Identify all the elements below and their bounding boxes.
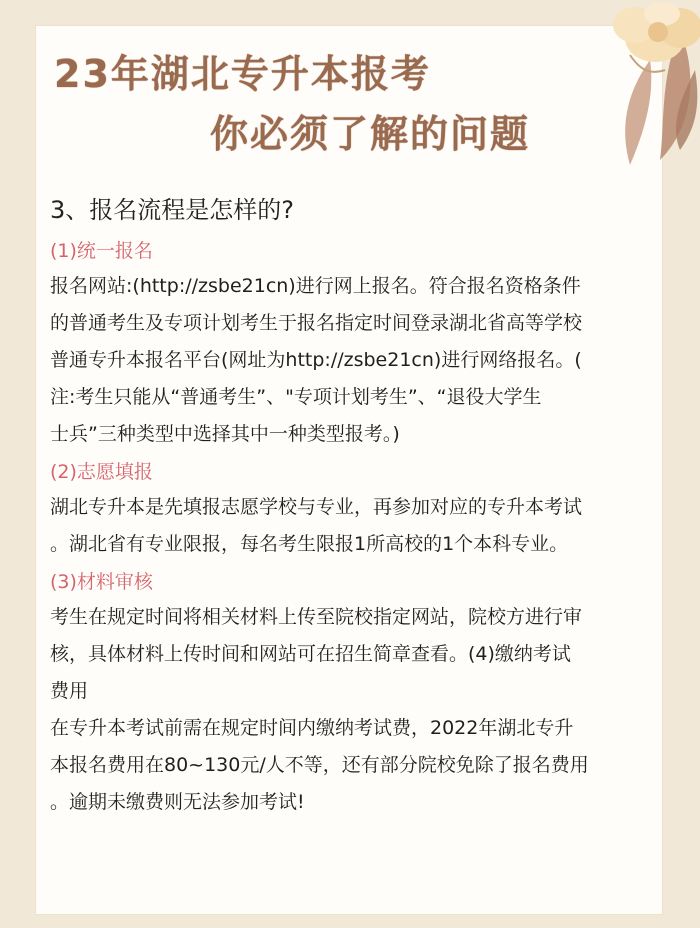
paragraph-line: 。湖北省有专业限报，每名考生限报1所高校的1个本科专业。: [50, 533, 569, 555]
section-heading-preference: (2)志愿填报: [50, 461, 153, 483]
paragraph-line: 注:考生只能从“普通考生”、"专项计划考生”、“退役大学生: [50, 386, 542, 408]
paragraph-line: 报名网站:(http://zsbe21cn)进行网上报名。符合报名资格条件: [50, 275, 581, 297]
article-body: [50, 190, 648, 823]
paragraph-line: 在专升本考试前需在规定时间内缴纳考试费，2022年湖北专升: [50, 717, 574, 739]
title-line-1: 23年湖北专升本报考: [54, 52, 431, 96]
paragraph-line: 士兵”三种类型中选择其中一种类型报考。): [50, 423, 400, 445]
paragraph-line: 考生在规定时间将相关材料上传至院校指定网站，院校方进行审: [50, 606, 583, 628]
paragraph-line: 本报名费用在80~130元/人不等，还有部分院校免除了报名费用: [50, 754, 589, 776]
flower-icon: [530, 0, 700, 170]
paragraph-line: 费用: [50, 680, 89, 702]
paragraph-line: 。逾期未缴费则无法参加考试!: [50, 791, 305, 813]
title-line-2: 你必须了解的问题: [210, 112, 531, 156]
section-paragraph-registration: [50, 268, 648, 453]
section-paragraph-review: [50, 599, 648, 821]
section-heading-review: (3)材料审核: [50, 571, 153, 593]
question-heading: 3、报名流程是怎样的?: [50, 196, 295, 224]
paragraph-line: 湖北专升本是先填报志愿学校与专业，再参加对应的专升本考试: [50, 496, 583, 518]
paragraph-line: 核，具体材料上传时间和网站可在招生简章查看。(4)缴纳考试: [50, 643, 571, 665]
paragraph-line: 的普通考生及专项计划考生于报名指定时间登录湖北省高等学校: [50, 312, 583, 334]
section-paragraph-preference: [50, 489, 648, 563]
paragraph-line: 普通专升本报名平台(网址为http://zsbe21cn)进行网络报名。(: [50, 349, 582, 371]
section-heading-registration: (1)统一报名: [50, 240, 153, 262]
